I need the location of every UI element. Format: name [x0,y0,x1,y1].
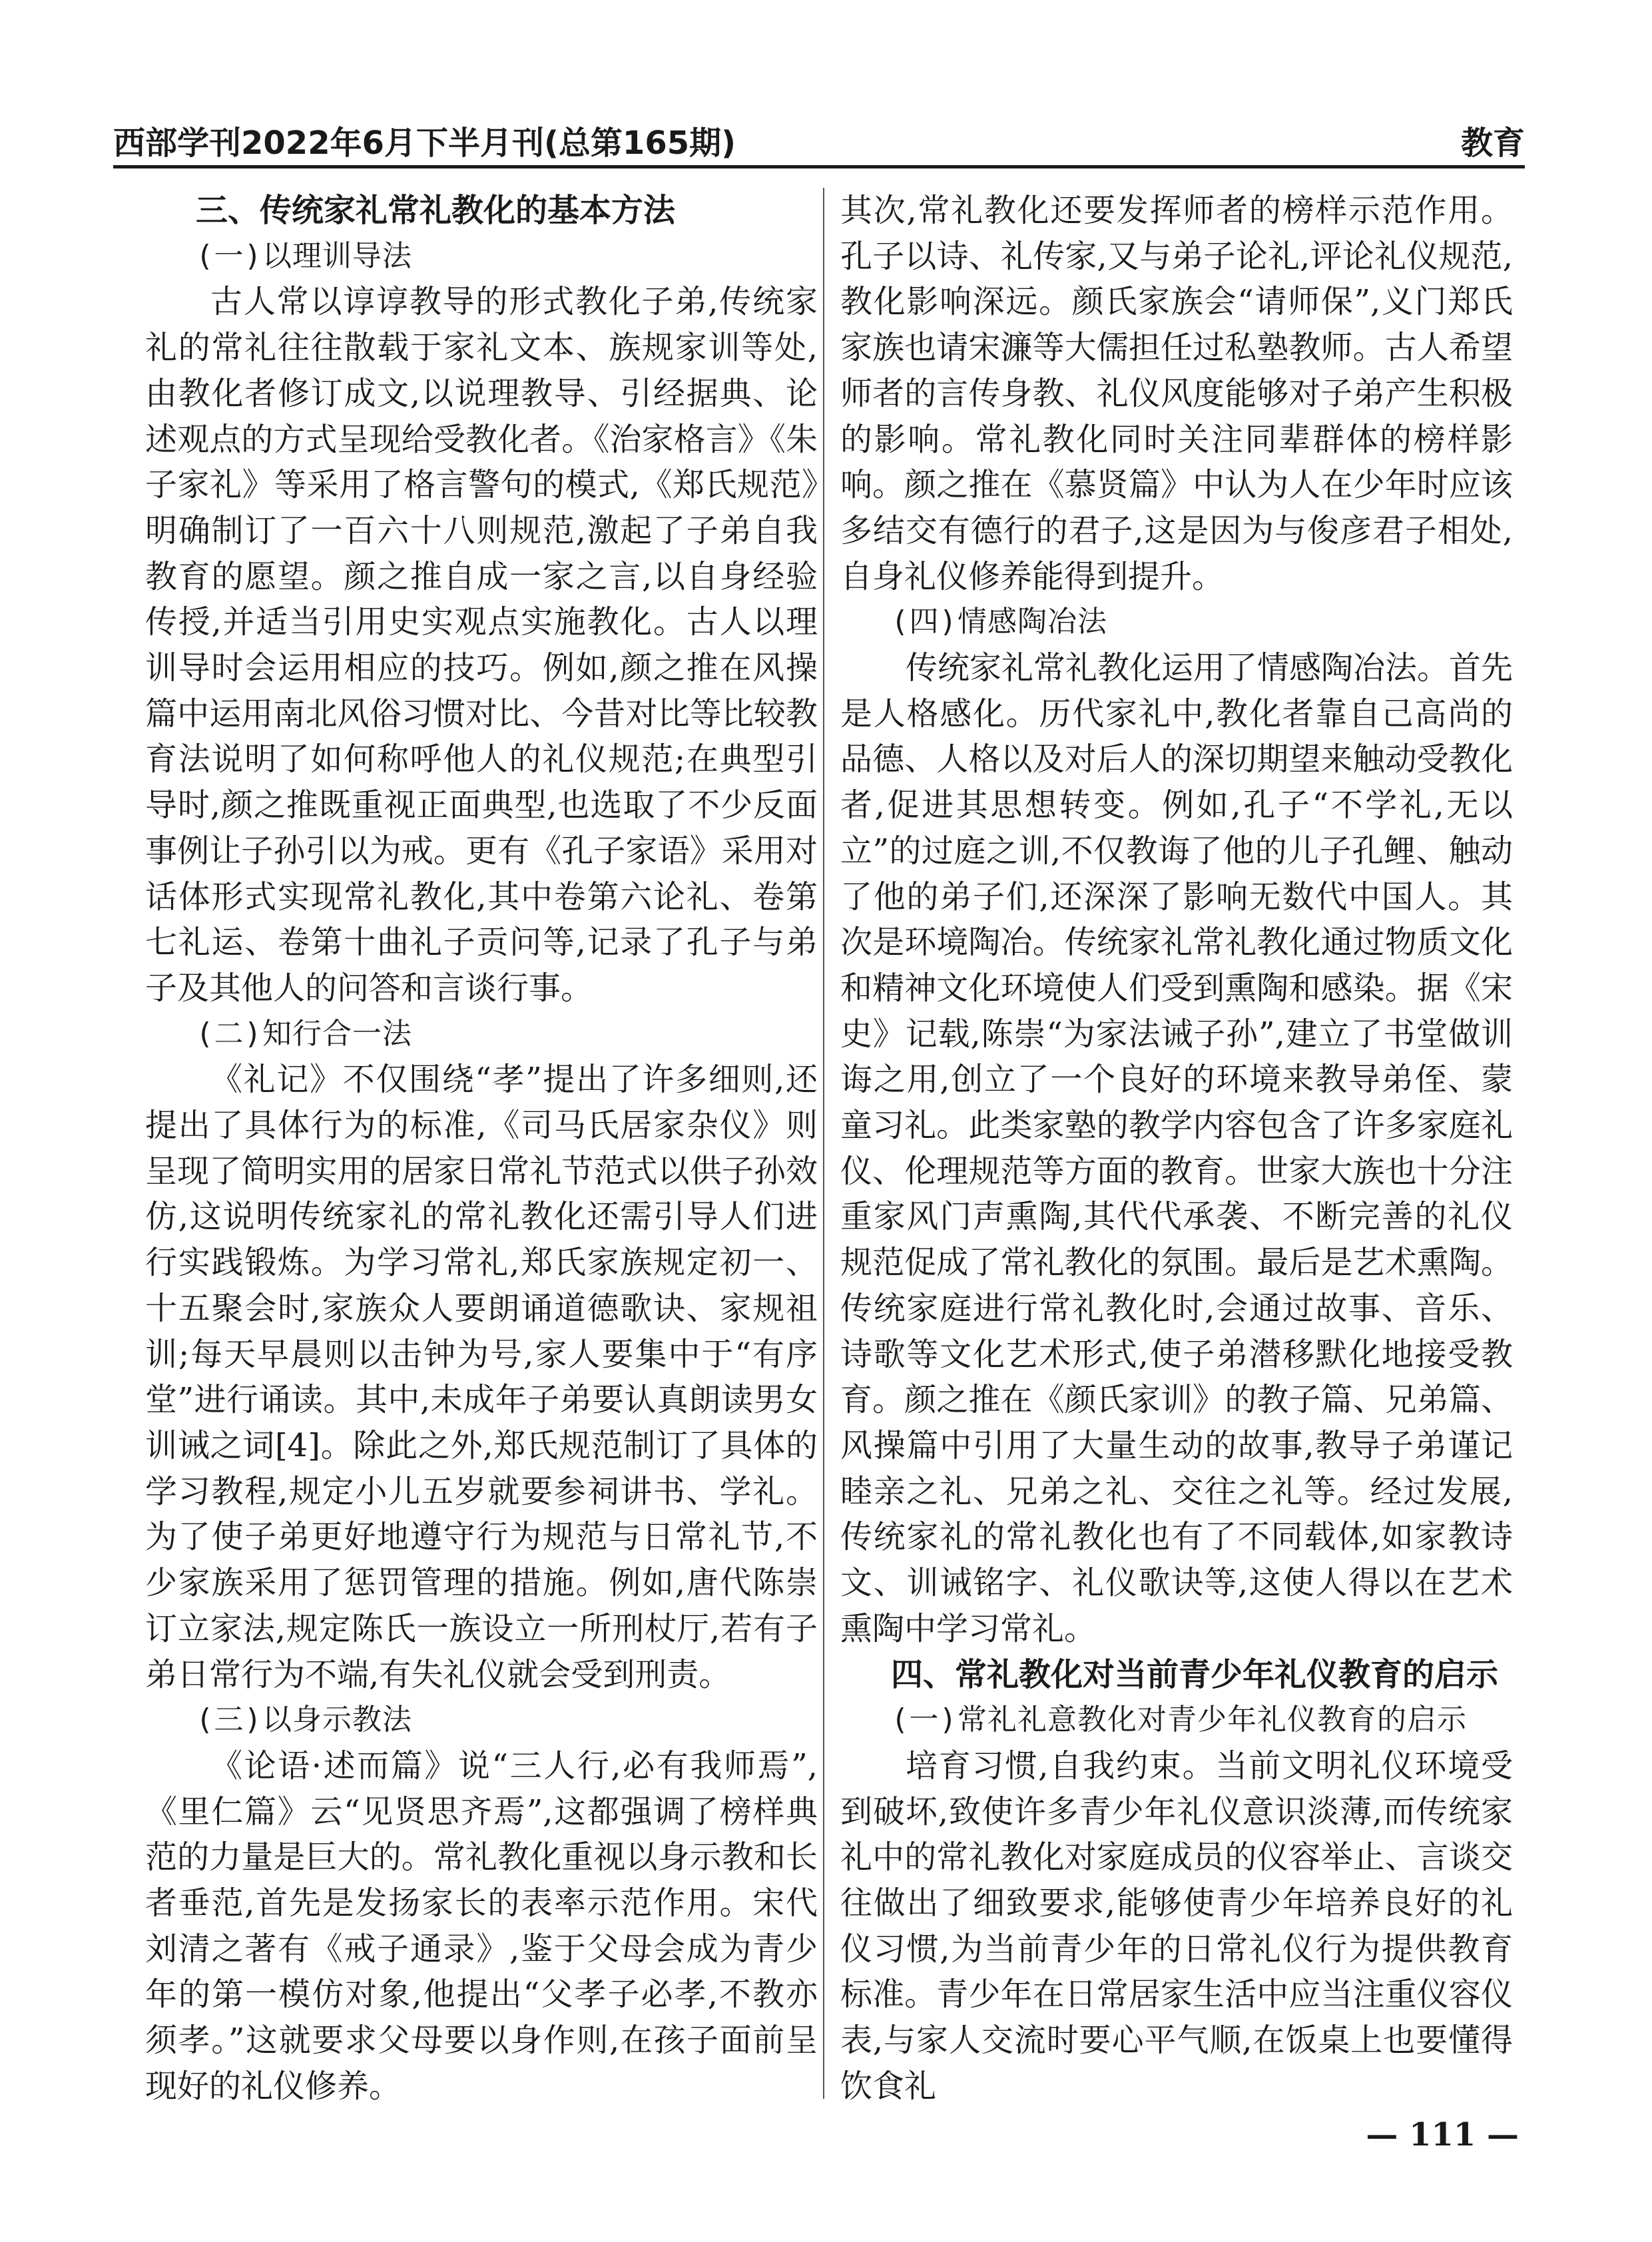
subheading-1: (一)以理训导法 [196,238,412,273]
paragraph: 《论语·述而篇》说“三人行,必有我师焉”,《里仁篇》云“见贤思齐焉”,这都强调了榜样典范的力量是巨大的。常礼教化重视以身示教和长者垂范,首先是发扬家长的表率示范作用。宋代刘清之著有《戒子通录》,鉴于父母会成为青少年的第一模仿对象,他提出“父孝子必孝,不教亦须孝。”这就要求父母要以身作则,在孩子面前呈现好的礼仪修养。 [145,1747,818,2105]
journal-title: 西部学刊2022年6月下半月刊(总第165期) [113,125,736,162]
section-label: 教育 [1460,125,1525,162]
page-number: — 111 — [1366,2116,1519,2153]
paragraph-continued: 其次,常礼教化还要发挥师者的榜样示范作用。孔子以诗、礼传家,又与弟子论礼,评论礼仪规范,教化影响深远。颜氏家族会“请师保”,义门郑氏家族也请宋濂等大儒担任过私塾教师。古人希望师者的言传身教、礼仪风度能够对子弟产生积极的影响。常礼教化同时关注同辈群体的榜样影响。颜之推在《慕贤篇》中认为人在少年时应该多结交有德行的君子,这是因为与俊彦君子相处,自身礼仪修养能得到提升。 [840,192,1513,595]
right-column [840,188,1513,2109]
header-rule [113,165,1525,168]
paragraph: 传统家礼常礼教化运用了情感陶冶法。首先是人格感化。历代家礼中,教化者靠自己高尚的品德、人格以及对后人的深切期望来触动受教化者,促进其思想转变。例如,孔子“不学礼,无以立”的过庭之训,不仅教诲了他的儿子孔鲤、触动了他的弟子们,还深深了影响无数代中国人。其次是环境陶冶。传统家礼常礼教化通过物质文化和精神文化环境使人们受到熏陶和感染。据《宋史》记载,陈崇“为家法诫子孙”,建立了书堂做训诲之用,创立了一个良好的环境来教导弟侄、蒙童习礼。此类家塾的教学内容包含了许多家庭礼仪、伦理规范等方面的教育。世家大族也十分注重家风门声熏陶,其代代承袭、不断完善的礼仪规范促成了常礼教化的氛围。最后是艺术熏陶。传统家庭进行常礼教化时,会通过故事、音乐、诗歌等文化艺术形式,使子弟潜移默化地接受教育。颜之推在《颜氏家训》的教子篇、兄弟篇、风操篇中引用了大量生动的故事,教导子弟谨记睦亲之礼、兄弟之礼、交往之礼等。经过发展,传统家礼的常礼教化也有了不同载体,如家教诗文、训诫铭字、礼仪歌诀等,这使人得以在艺术熏陶中学习常礼。 [840,649,1514,1647]
subheading-4: (四)情感陶冶法 [891,605,1107,639]
paragraph: 《礼记》不仅围绕“孝”提出了许多细则,还提出了具体行为的标准,《司马氏居家杂仪》则呈现了简明实用的居家日常礼节范式以供子孙效仿,这说明传统家礼的常礼教化还需引导人们进行实践锻炼。为学习常礼,郑氏家族规定初一、十五聚会时,家族众人要朗诵道德歌诀、家规祖训;每天早晨则以击钟为号,家人要集中于“有序堂”进行诵读。其中,未成年子弟要认真朗读男女训诫之词[4]。除此之外,郑氏规范制订了具体的学习教程,规定小儿五岁就要参祠讲书、学礼。为了使子弟更好地遵守行为规范与日常礼节,不少家族采用了惩罚管理的措施。例如,唐代陈崇订立家法,规定陈氏一族设立一所刑杖厅,若有子弟日常行为不端,有失礼仪就会受到刑责。 [145,1061,818,1693]
subheading-5: (一)常礼礼意教化对青少年礼仪教育的启示 [891,1703,1467,1737]
running-header [113,112,1525,165]
paragraph: 培育习惯,自我约束。当前文明礼仪环境受到破坏,致使许多青少年礼仪意识淡薄,而传统家礼中的常礼教化对家庭成员的仪容举止、言谈交往做出了细致要求,能够使青少年培养良好的礼仪习惯,为当前青少年的日常礼仪行为提供教育标准。青少年在日常居家生活中应当注重仪容仪表,与家人交流时要心平气顺,在饭桌上也要懂得饮食礼 [840,1747,1513,2105]
left-column [145,188,818,2109]
paragraph: 古人常以谆谆教导的形式教化子弟,传统家礼的常礼往往散载于家礼文本、族规家训等处,由教化者修订成文,以说理教导、引经据典、论述观点的方式呈现给受教化者。《治家格言》《朱子家礼》等采用了格言警句的模式,《郑氏规范》明确制订了一百六十八则规范,激起了子弟自我教育的愿望。颜之推自成一家之言,以自身经验传授,并适当引用史实观点实施教化。古人以理训导时会运用相应的技巧。例如,颜之推在风操篇中运用南北风俗习惯对比、今昔对比等比较教育法说明了如何称呼他人的礼仪规范;在典型引导时,颜之推既重视正面典型,也选取了不少反面事例让子孙引以为戒。更有《孔子家语》采用对话体形式实现常礼教化,其中卷第六论礼、卷第七礼运、卷第十曲礼子贡问等,记录了孔子与弟子及其他人的问答和言谈行事。 [145,283,818,1007]
subheading-2: (二)知行合一法 [196,1016,412,1051]
section-heading-3: 三、传统家礼常礼教化的基本方法 [196,192,676,229]
subheading-3: (三)以身示教法 [196,1703,412,1737]
section-heading-4: 四、常礼教化对当前青少年礼仪教育的启示 [891,1655,1499,1693]
column-divider [823,188,824,2099]
